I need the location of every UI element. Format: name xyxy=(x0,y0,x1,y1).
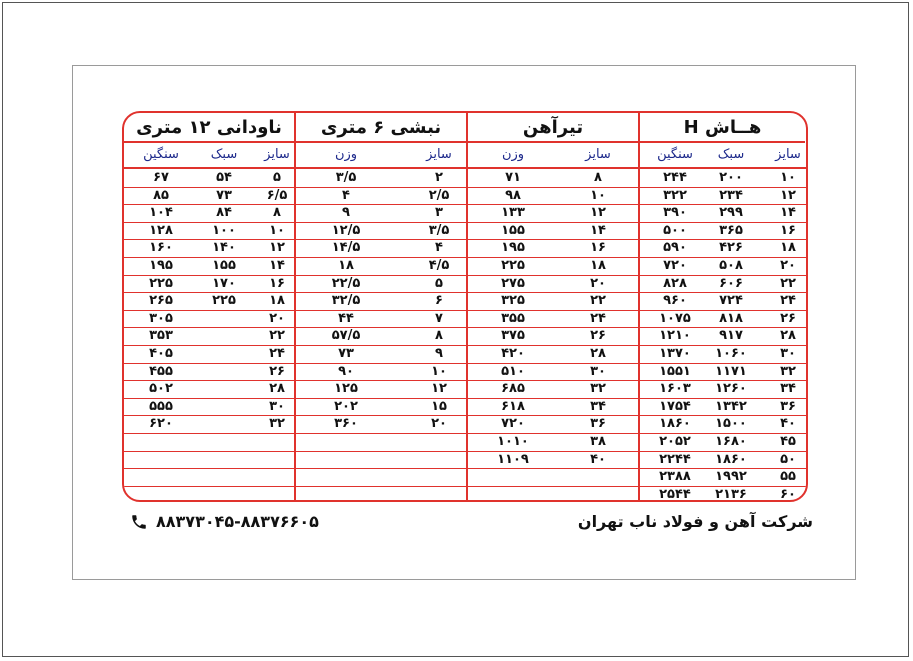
table-cell: ۳/۵ xyxy=(428,222,450,238)
table-cell: ۱۲ xyxy=(780,187,796,203)
table-cell: ۶۲۰ xyxy=(149,416,173,432)
table-cell: ۱۲ xyxy=(431,381,447,397)
table-cell: ۲۴ xyxy=(780,293,796,309)
table-cell: ۵۵ xyxy=(780,469,796,485)
table-cell: ۲۲ xyxy=(590,293,606,309)
table-cell: ۲۲ xyxy=(780,275,796,291)
table-cell: ۴۲۶ xyxy=(719,240,743,256)
table-cell: ۱۰۷۵ xyxy=(659,310,691,326)
table-cell: ۱۲۱۰ xyxy=(659,328,691,344)
section-divider xyxy=(466,113,468,500)
table-cell: ۲۰ xyxy=(269,310,285,326)
table-cell: ۲۸ xyxy=(590,346,606,361)
table-cell: ۱۶۸۰ xyxy=(715,434,747,449)
table-cell: ۷۲۴ xyxy=(719,293,743,309)
table-cell: ۲۲/۵ xyxy=(331,275,361,291)
table-cell: ۵۰ xyxy=(780,451,796,467)
table-cell: ۱۰۶۰ xyxy=(715,346,747,361)
table-cell: ۷۲۰ xyxy=(501,416,525,432)
table-cell: ۳۰ xyxy=(590,363,606,379)
table-cell: ۱۰۴ xyxy=(149,205,173,221)
table-cell: ۸۱۸ xyxy=(719,310,743,326)
table-cell: ۵ xyxy=(435,275,443,291)
table-cell: ۳۴ xyxy=(590,398,606,414)
table-cell: ۵۱۰ xyxy=(501,363,525,379)
table-cell: ۸۴ xyxy=(216,205,232,221)
table-cell: ۱۶ xyxy=(780,222,796,238)
table-cell: ۶۰۶ xyxy=(719,275,743,291)
table-cell: ۳۲۵ xyxy=(501,293,525,309)
table-cell: ۱۴۰ xyxy=(212,240,236,256)
table-cell: ۱۲۶۰ xyxy=(715,381,747,397)
table-cell: ۱۴ xyxy=(590,222,606,238)
table-cell: ۱۸ xyxy=(590,258,606,273)
table-cell: ۷۲۰ xyxy=(663,258,687,273)
table-cell: ۷۱ xyxy=(505,170,521,185)
table-cell: ۴۴ xyxy=(338,310,354,326)
table-cell: ۱۸ xyxy=(269,293,285,309)
table-cell: ۹ xyxy=(435,346,443,361)
table-cell: ۱۸ xyxy=(780,240,796,256)
table-cell: ۹۰ xyxy=(338,363,354,379)
table-cell: ۶۱۸ xyxy=(501,398,525,414)
table-cell: ۱۲ xyxy=(590,205,606,221)
section-title: ناودانی ۱۲ متری xyxy=(124,113,294,143)
table-cell: ۵۰۲ xyxy=(149,381,173,397)
table-cell: ۵۷/۵ xyxy=(331,328,361,344)
table-cell: ۲۲ xyxy=(269,328,285,344)
table-cell: ۱۰ xyxy=(269,222,285,238)
column-header: وزن xyxy=(334,147,358,162)
table-cell: ۱۷۰ xyxy=(212,275,236,291)
section-navdani xyxy=(124,113,294,500)
table-cell: ۱۴ xyxy=(269,258,285,273)
table-cell: ۶ xyxy=(435,293,443,309)
column-header: سبک xyxy=(210,147,238,162)
table-cell: ۱۵۵ xyxy=(212,258,236,273)
table-cell: ۹۸ xyxy=(505,187,521,203)
table-cell: ۳۲ xyxy=(590,381,606,397)
table-cell: ۱۵۰۰ xyxy=(715,416,747,432)
table-cell: ۹ xyxy=(342,205,350,221)
table-cell: ۳۶۰ xyxy=(334,416,358,432)
column-header: سایز xyxy=(585,147,611,162)
table-cell: ۲۴ xyxy=(269,346,285,361)
table-cell: ۲/۵ xyxy=(428,187,450,203)
table-cell: ۵ xyxy=(273,170,281,185)
table-cell: ۹۱۷ xyxy=(719,328,743,344)
table-cell: ۳۷۵ xyxy=(501,328,525,344)
table-cell: ۱۲ xyxy=(269,240,285,256)
table-cell: ۳۵۳ xyxy=(149,328,173,344)
table-cell: ۱۹۵ xyxy=(501,240,525,256)
table-cell: ۷۳ xyxy=(216,187,232,203)
table-cell: ۲۷۵ xyxy=(501,275,525,291)
table-cell: ۲۶ xyxy=(590,328,606,344)
table-cell: ۱۰ xyxy=(780,170,796,185)
table-cell: ۱۲۵ xyxy=(334,381,358,397)
table-cell: ۱۶ xyxy=(269,275,285,291)
phone-number: ۸۸۳۷۳۰۴۵-۸۸۳۷۶۶۰۵ xyxy=(156,512,319,531)
table-cell: ۳ xyxy=(435,205,443,221)
table-cell: ۱۰۱۰ xyxy=(497,434,529,449)
table-cell: ۲۰ xyxy=(780,258,796,273)
table-cell: ۸ xyxy=(435,328,443,344)
table-cell: ۱۶ xyxy=(590,240,606,256)
table-cell: ۳۴ xyxy=(780,381,796,397)
section-hash xyxy=(640,113,805,500)
section-title: نبشی ۶ متری xyxy=(296,113,466,143)
table-cell: ۳۶۵ xyxy=(719,222,743,238)
table-cell: ۳۰۵ xyxy=(149,310,173,326)
table-cell: ۳۲ xyxy=(780,363,796,379)
column-header: سایز xyxy=(775,147,801,162)
table-cell: ۸ xyxy=(273,205,281,221)
column-header: سایز xyxy=(264,147,290,162)
table-cell: ۶۸۵ xyxy=(501,381,525,397)
table-cell: ۴ xyxy=(342,187,350,203)
table-cell: ۳۲ xyxy=(269,416,285,432)
table-cell: ۲۲۵ xyxy=(212,293,236,309)
table-cell: ۴ xyxy=(435,240,443,256)
table-cell: ۶۷ xyxy=(153,170,169,185)
section-title: هــاش H xyxy=(640,113,805,143)
table-cell: ۱۲۸ xyxy=(149,222,173,238)
table-cell: ۱۰ xyxy=(590,187,606,203)
table-cell: ۱۴ xyxy=(780,205,796,221)
table-cell: ۱۶۰ xyxy=(149,240,173,256)
table-cell: ۲۴۴ xyxy=(663,170,687,185)
table-cell: ۲۰ xyxy=(431,416,447,432)
table-cell: ۱۷۵۴ xyxy=(659,398,691,414)
table-cell: ۵۰۸ xyxy=(719,258,743,273)
table-cell: ۵۰۰ xyxy=(663,222,687,238)
table-cell: ۱۰۰ xyxy=(212,222,236,238)
table-cell: ۱۸ xyxy=(338,258,354,273)
table-cell: ۳۶ xyxy=(780,398,796,414)
price-table xyxy=(122,111,808,502)
table-cell: ۵۴ xyxy=(216,170,232,185)
table-cell: ۲۸ xyxy=(780,328,796,344)
table-cell: ۱۵۵ xyxy=(501,222,525,238)
table-cell: ۳۹۰ xyxy=(663,205,687,221)
table-cell: ۸۲۸ xyxy=(663,275,687,291)
section-divider xyxy=(294,113,296,500)
table-cell: ۱۱۰۹ xyxy=(497,451,529,467)
section-tirahan xyxy=(468,113,638,500)
section-title: تیرآهن xyxy=(468,113,638,143)
table-cell: ۲۰۲ xyxy=(334,398,358,414)
table-cell: ۳۸ xyxy=(590,434,606,449)
table-cell: ۲۰ xyxy=(590,275,606,291)
table-cell: ۴۵ xyxy=(780,434,796,449)
table-cell: ۲۲۵ xyxy=(149,275,173,291)
table-cell: ۱۶۰۳ xyxy=(659,381,691,397)
table-cell: ۱۹۵ xyxy=(149,258,173,273)
section-divider xyxy=(638,113,640,500)
column-header: وزن xyxy=(501,147,525,162)
table-cell: ۲۵۴۴ xyxy=(659,486,691,502)
table-cell: ۱۰ xyxy=(431,363,447,379)
table-cell: ۲۶۵ xyxy=(149,293,173,309)
table-cell: ۶/۵ xyxy=(266,187,288,203)
column-header: سنگین xyxy=(657,147,693,162)
table-cell: ۱۹۹۲ xyxy=(715,469,747,485)
table-cell: ۱۸۶۰ xyxy=(715,451,747,467)
table-cell: ۲۸ xyxy=(269,381,285,397)
table-cell: ۳۲/۵ xyxy=(331,293,361,309)
column-header: سنگین xyxy=(143,147,179,162)
table-cell: ۴۲۰ xyxy=(501,346,525,361)
table-cell: ۲۶ xyxy=(780,310,796,326)
table-cell: ۲۲۵ xyxy=(501,258,525,273)
table-cell: ۳۰ xyxy=(780,346,796,361)
table-cell: ۲۶ xyxy=(269,363,285,379)
column-header: سبک xyxy=(717,147,745,162)
table-cell: ۲۴ xyxy=(590,310,606,326)
table-cell: ۲۳۴ xyxy=(719,187,743,203)
table-cell: ۱۳۳ xyxy=(501,205,525,221)
table-cell: ۱۳۷۰ xyxy=(659,346,691,361)
table-cell: ۵۹۰ xyxy=(663,240,687,256)
column-header: سایز xyxy=(426,147,452,162)
table-cell: ۴۰ xyxy=(590,451,606,467)
company-name: شرکت آهن و فولاد ناب تهران xyxy=(577,512,813,531)
table-cell: ۵۵۵ xyxy=(149,398,173,414)
table-cell: ۲۳۸۸ xyxy=(659,469,691,485)
table-cell: ۹۶۰ xyxy=(663,293,687,309)
table-cell: ۲۰۵۲ xyxy=(659,434,691,449)
table-cell: ۲۱۳۶ xyxy=(715,486,747,502)
table-cell: ۱۵ xyxy=(431,398,447,414)
table-cell: ۲ xyxy=(435,170,443,185)
phone-number-block xyxy=(130,512,319,531)
table-cell: ۱۵۵۱ xyxy=(659,363,691,379)
table-cell: ۲۹۹ xyxy=(719,205,743,221)
table-cell: ۴۵۵ xyxy=(149,363,173,379)
table-cell: ۴/۵ xyxy=(428,258,450,273)
table-cell: ۱۲/۵ xyxy=(331,222,361,238)
table-cell: ۸ xyxy=(594,170,602,185)
table-cell: ۷ xyxy=(435,310,443,326)
table-cell: ۳۵۵ xyxy=(501,310,525,326)
table-cell: ۴۰ xyxy=(780,416,796,432)
table-cell: ۲۲۴۴ xyxy=(659,451,691,467)
table-cell: ۱۱۷۱ xyxy=(715,363,747,379)
table-cell: ۱۸۶۰ xyxy=(659,416,691,432)
table-cell: ۱۳۴۲ xyxy=(715,398,747,414)
table-cell: ۴۰۵ xyxy=(149,346,173,361)
phone-icon xyxy=(130,513,148,531)
table-cell: ۳۰ xyxy=(269,398,285,414)
section-nabshi xyxy=(296,113,466,500)
table-cell: ۱۴/۵ xyxy=(331,240,361,256)
table-cell: ۸۵ xyxy=(153,187,169,203)
table-cell: ۶۰ xyxy=(780,486,796,502)
table-cell: ۷۳ xyxy=(338,346,354,361)
table-cell: ۳۶ xyxy=(590,416,606,432)
table-cell: ۳/۵ xyxy=(335,170,357,185)
table-cell: ۳۲۲ xyxy=(663,187,687,203)
table-cell: ۲۰۰ xyxy=(719,170,743,185)
